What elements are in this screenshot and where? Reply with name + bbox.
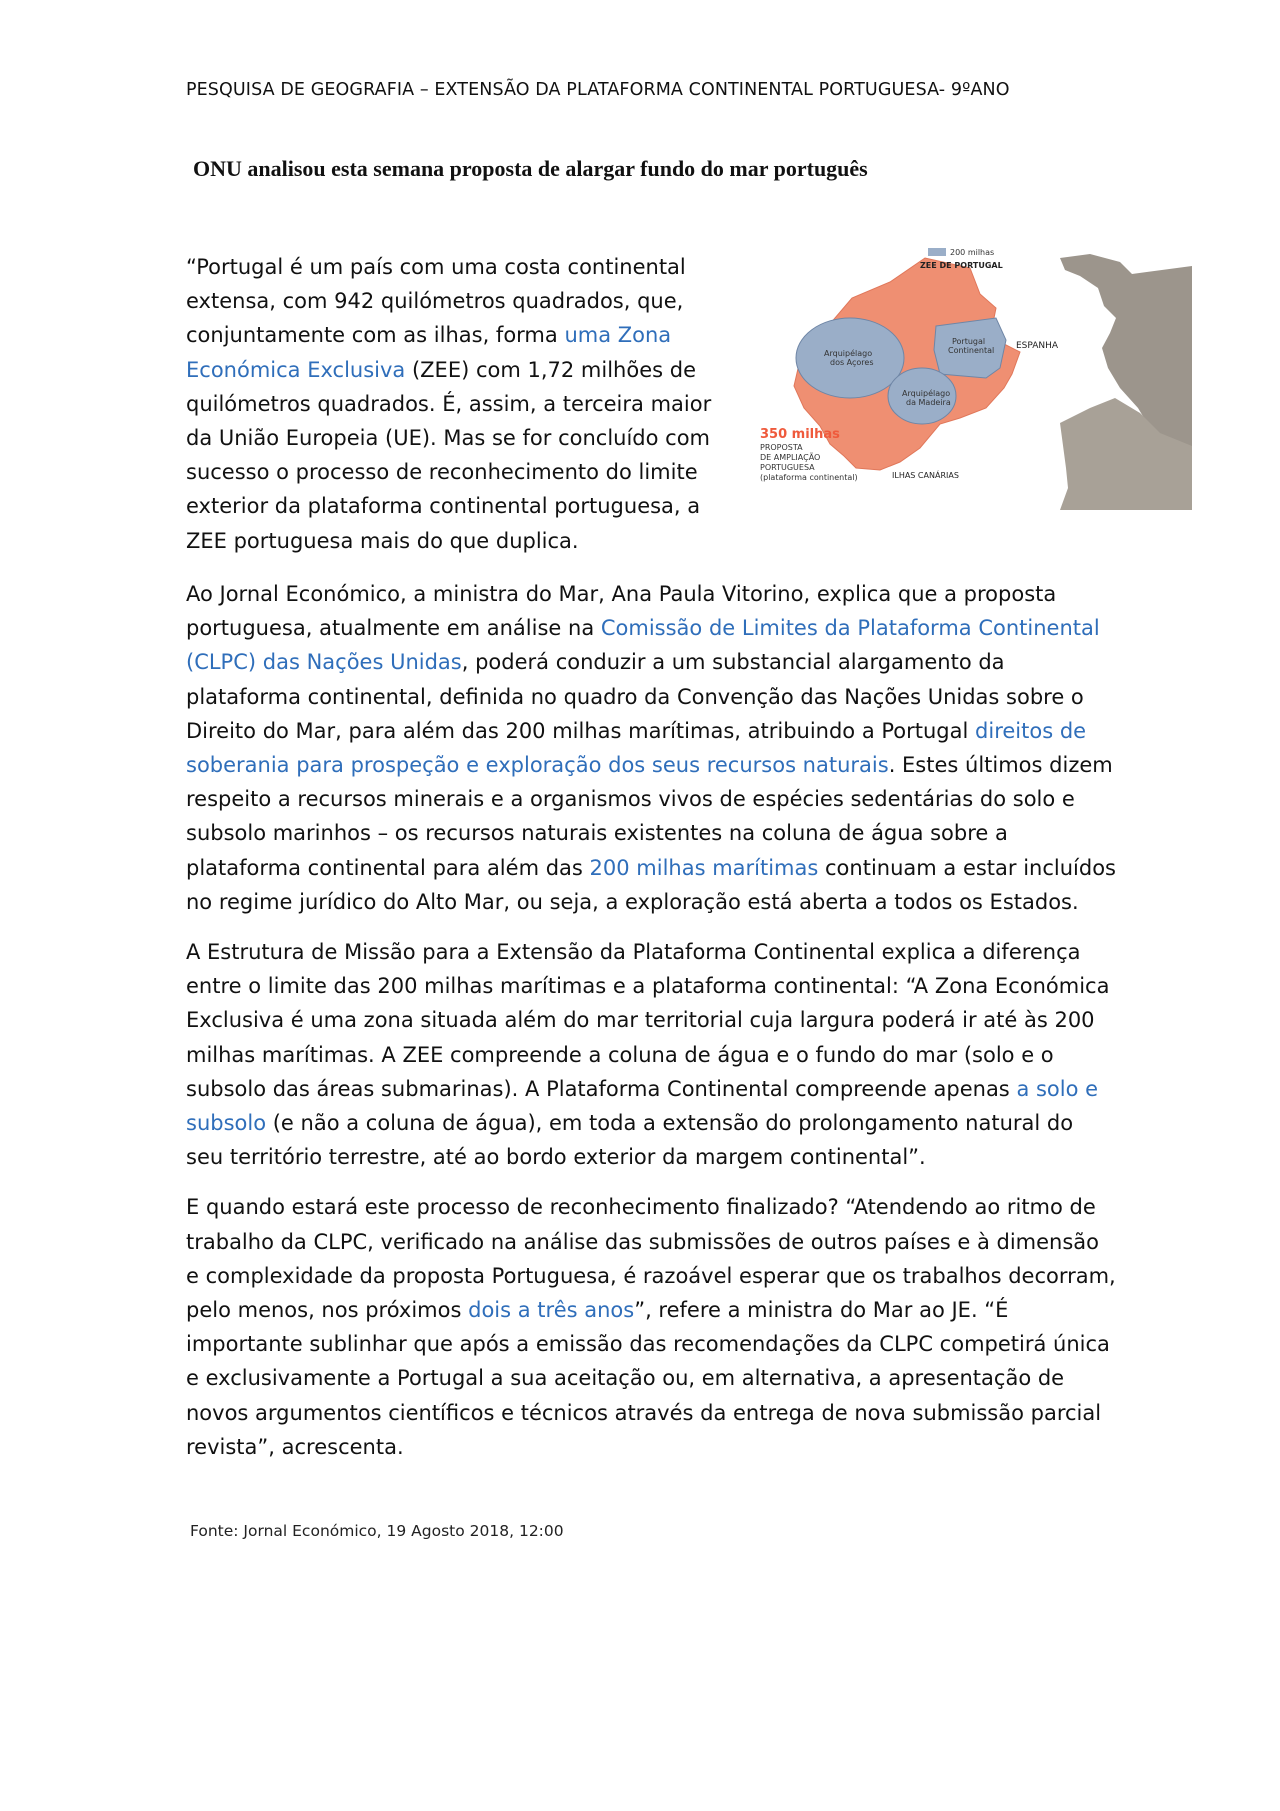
- p4-text-2: ”, refere a ministra do Mar ao JE. “É importante sublinhar que após a emissão das recomendações da CLPC competirá única e exclusivamente a Portugal a sua aceitação ou, em alternativa, a apresentação de novos argumentos científicos e técnicos através da entrega de nova submissão parcial revista”, acrescenta.: [186, 1298, 1110, 1459]
- article-title: ONU analisou esta semana proposta de alargar fundo do mar português: [193, 156, 868, 181]
- p2-text-2: , poderá conduzir a um substancial alargamento da plataforma continental, definida no quadro da Convenção das Nações Unidas sobre o Direito do Mar, para além das 200 milhas marítimas, atribuindo a Portugal: [186, 650, 1084, 743]
- p2-text-4: continuam a estar incluídos no regime jurídico do Alto Mar, ou seja, a exploração está aberta a todos os Estados.: [186, 855, 1116, 914]
- map-svg: [760, 248, 1192, 510]
- link-direitos-soberania[interactable]: direitos de soberania para prospeção e exploração dos seus recursos naturais: [186, 718, 1087, 778]
- map-legend-200-milhas: 200 milhas: [950, 248, 995, 257]
- map-label-proposta-1: PROPOSTA: [760, 443, 803, 452]
- paragraph-2: [186, 577, 1116, 919]
- paragraph-4: [186, 1190, 1116, 1464]
- map-label-proposta-3: PORTUGUESA: [760, 463, 815, 472]
- intro-paragraph: [186, 250, 726, 558]
- p3-text-1: A Estrutura de Missão para a Extensão da Plataforma Continental explica a diferença entre o limite das 200 milhas marítimas e a plataforma continental: “A Zona Económica Exclusiva é uma zona situada além do mar territorial cuja largura poderá ir até às 200 milhas marítimas. A ZEE compreende a coluna de água e o fundo do mar (solo e o subsolo das áreas submarinas). A Plataforma Continental compreende apenas: [186, 940, 1110, 1101]
- link-200-milhas[interactable]: 200 milhas marítimas: [589, 855, 819, 880]
- map-label-canarias: ILHAS CANÁRIAS: [892, 471, 959, 480]
- link-dois-tres-anos[interactable]: dois a três anos: [468, 1298, 635, 1323]
- p4-text-1: E quando estará este processo de reconhecimento finalizado? “Atendendo ao ritmo de trabalho da CLPC, verificado na análise das submissões de outros países e à dimensão e complexidade da proposta Portuguesa, é razoável esperar que os trabalhos decorram, pelo menos, nos próximos: [186, 1195, 1116, 1323]
- map-label-portugal-2: Continental: [948, 346, 995, 355]
- source-citation: Fonte: Jornal Económico, 19 Agosto 2018, 12:00: [190, 1522, 564, 1540]
- map-label-portugal-1: Portugal: [952, 337, 986, 346]
- p3-text-2: (e não a coluna de água), em toda a extensão do prolongamento natural do seu território terrestre, até ao bordo exterior da margem continental”.: [186, 1111, 1074, 1170]
- map-label-madeira-2: da Madeira: [906, 398, 951, 407]
- intro-text-1: “Portugal é um país com uma costa continental extensa, com 942 quilómetros quadrados, que, conjuntamente com as ilhas, forma: [186, 255, 686, 348]
- link-zona-economica-exclusiva[interactable]: uma Zona Económica Exclusiva: [186, 323, 672, 382]
- p2-text-3: . Estes últimos dizem respeito a recursos minerais e a organismos vivos de espécies sedentárias do solo e subsolo marinhos – os recursos naturais existentes na coluna de água sobre a plataforma continental para além das: [186, 753, 1113, 880]
- p2-text-1: Ao Jornal Económico, a ministra do Mar, Ana Paula Vitorino, explica que a proposta portuguesa, atualmente em análise na: [186, 582, 1057, 641]
- document-header: PESQUISA DE GEOGRAFIA – EXTENSÃO DA PLATAFORMA CONTINENTAL PORTUGUESA- 9ºANO: [186, 80, 1010, 100]
- map-legend-zee: ZEE DE PORTUGAL: [920, 261, 1003, 270]
- article-body: [186, 577, 1116, 1480]
- map-label-proposta-4: (plataforma continental): [760, 473, 858, 482]
- link-solo-subsolo[interactable]: a solo e subsolo: [186, 1076, 1099, 1136]
- map-label-proposta-2: DE AMPLIAÇÃO: [760, 453, 821, 462]
- map-label-espanha: ESPANHA: [1016, 341, 1059, 351]
- intro-text-2: (ZEE) com 1,72 milhões de quilómetros quadrados. É, assim, a terceira maior da União Europeia (UE). Mas se for concluído com sucesso o processo de reconhecimento do limite exterior da plataforma continental portuguesa, a ZEE portuguesa mais do que duplica.: [186, 357, 712, 553]
- map-label-madeira-1: Arquipélago: [902, 389, 951, 398]
- map-figure: [760, 248, 1192, 510]
- link-clpc[interactable]: Comissão de Limites da Plataforma Continental (CLPC) das Nações Unidas: [186, 616, 1100, 675]
- map-label-acores-2: dos Açores: [830, 358, 874, 367]
- map-label-acores-1: Arquipélago: [824, 349, 873, 358]
- map-label-350-milhas: 350 milhas: [760, 427, 840, 442]
- paragraph-3: [186, 935, 1116, 1174]
- map-legend-swatch: [928, 248, 946, 256]
